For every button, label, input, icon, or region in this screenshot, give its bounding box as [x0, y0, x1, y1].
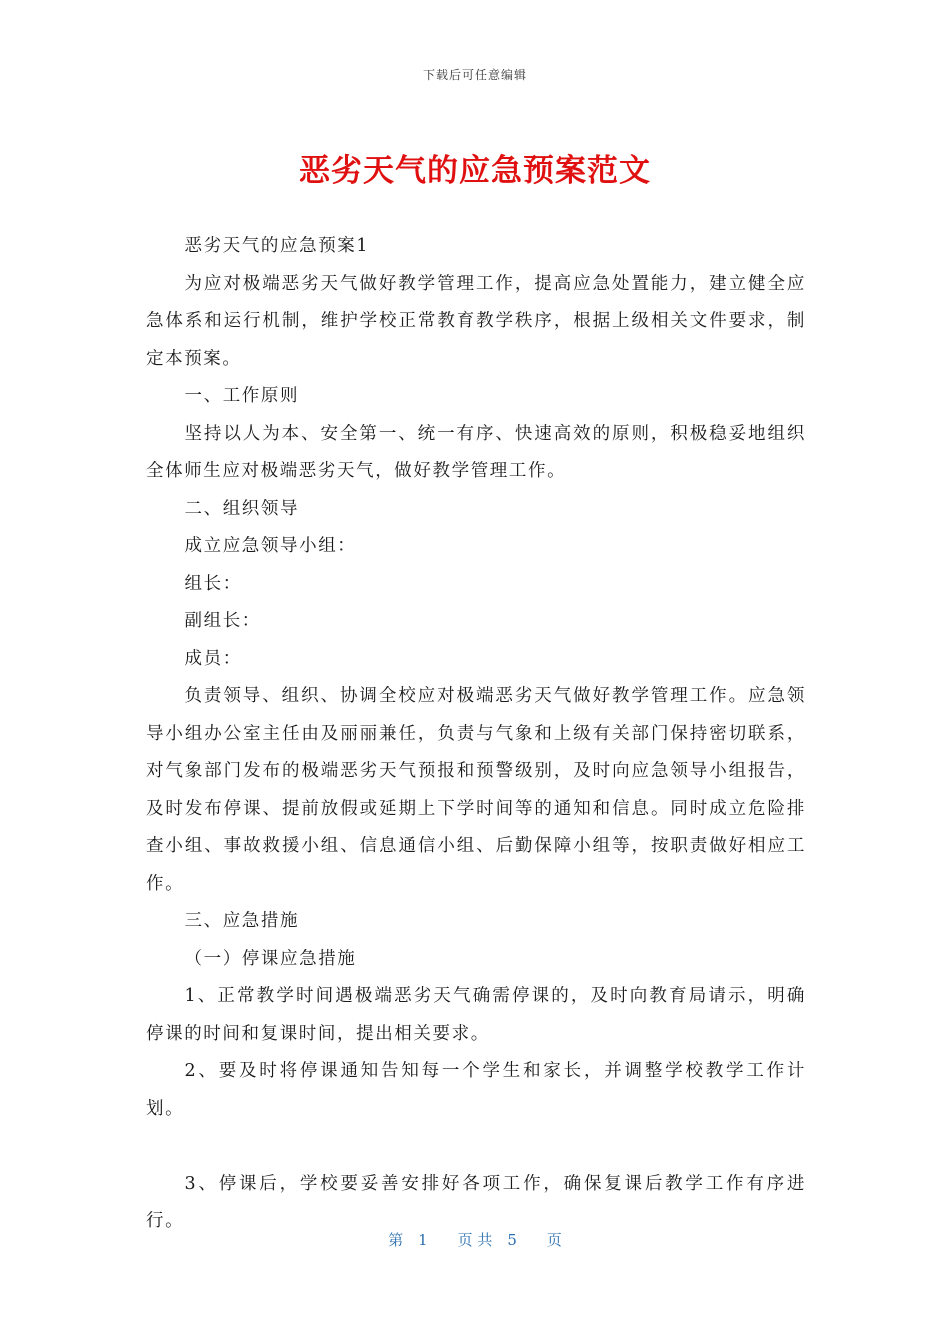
page-footer-number: 第 1 页 共 5 页	[388, 1231, 562, 1249]
section-heading: 一、工作原则	[184, 386, 300, 406]
paragraph: 坚持以人为本、安全第一、统一有序、快速高效的原则，积极稳妥地组织全体师生应对极端恶劣天气，做好教学管理工作。	[146, 423, 806, 481]
paragraph: 负责领导、组织、协调全校应对极端恶劣天气做好教学管理工作。应急领导小组办公室主任由及丽丽兼任，负责与气象和上级有关部门保持密切联系，对气象部门发布的极端恶劣天气预报和预警级别，及时向应急领导小组报告，及时发布停课、提前放假或延期上下学时间等的通知和信息。同时成立危险排查小组、事故救援小组、信息通信小组、后勤保障小组等，按职责做好相应工作。	[146, 686, 806, 894]
section-heading: 三、应急措施	[184, 911, 300, 931]
paragraph: 组长：	[184, 573, 242, 594]
paragraph: 成员：	[184, 648, 242, 669]
list-item: 3、停课后，学校要妥善安排好各项工作，确保复课后教学工作有序进行。	[146, 1173, 806, 1231]
list-item: 2、要及时将停课通知告知每一个学生和家长，并调整学校教学工作计划。	[146, 1061, 806, 1119]
section-heading: 二、组织领导	[184, 498, 300, 519]
list-item: 1、正常教学时间遇极端恶劣天气确需停课的，及时向教育局请示，明确停课的时间和复课时间，提出相关要求。	[146, 986, 806, 1044]
section-heading: 恶劣天气的应急预案1	[184, 236, 370, 256]
paragraph: 副组长：	[184, 611, 261, 631]
document-body	[146, 228, 806, 1241]
page-header-note: 下载后可任意编辑	[422, 68, 527, 82]
document-title: 恶劣天气的应急预案范文	[299, 153, 651, 189]
paragraph: 为应对极端恶劣天气做好教学管理工作，提高应急处置能力，建立健全应急体系和运行机制，维护学校正常教育教学秩序，根据上级相关文件要求，制定本预案。	[146, 273, 806, 369]
paragraph: 成立应急领导小组：	[184, 536, 357, 556]
subsection-heading: （一）停课应急措施	[184, 948, 357, 969]
